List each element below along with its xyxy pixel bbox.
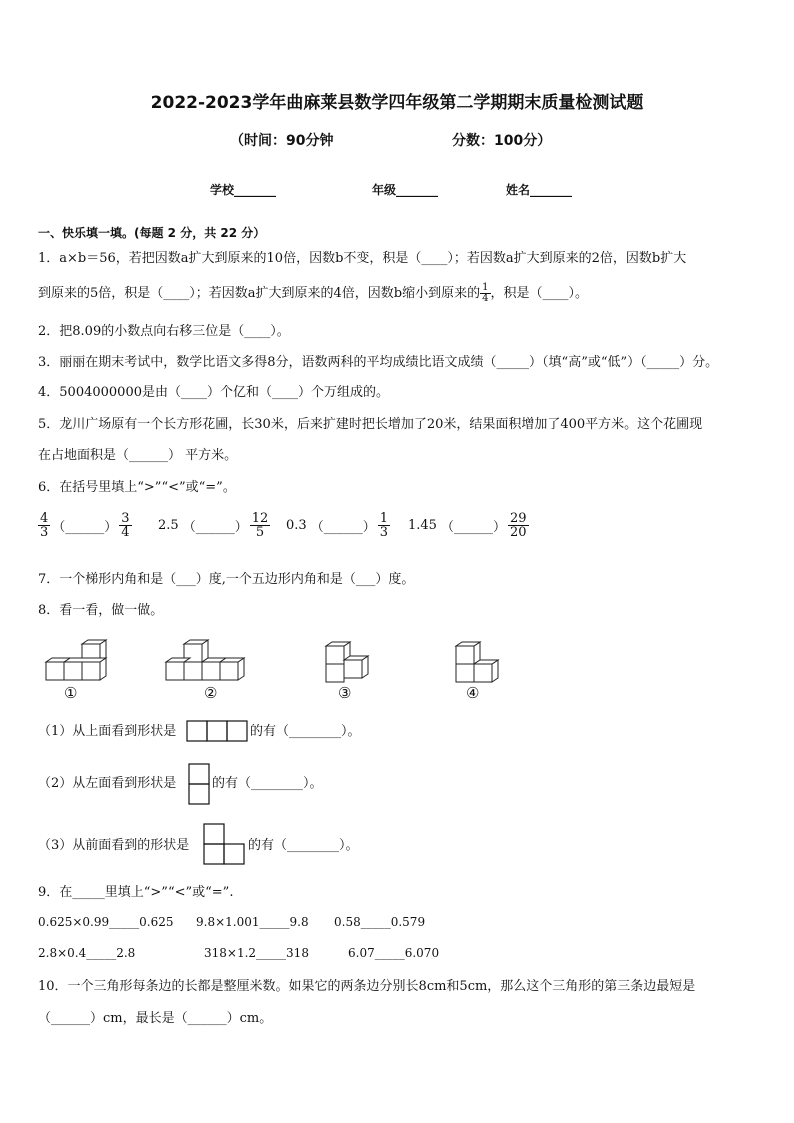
question-5-line-1: 5．龙川广场原有一个长方形花圃，长30米，后来扩建时把长增加了20米，结果面积增加了400平方米。这个花圃现 (38, 417, 703, 432)
compare-item-3 (284, 512, 390, 539)
answer-blank: （______） (182, 520, 248, 535)
time-info: （时间：90分钟 (230, 133, 334, 149)
fraction (250, 512, 271, 539)
compare-item-2 (156, 512, 270, 539)
sub-1-text-a: （1）从上面看到形状是 (38, 724, 177, 739)
question-1-text-a: 到原来的5倍，积是（____）；若因数a扩大到原来的4倍，因数b缩小到原来的 (38, 286, 481, 301)
fraction-numerator: 4 (40, 511, 49, 526)
fraction-numerator: 12 (251, 511, 269, 526)
school-field: 学校_______ (210, 183, 277, 197)
figure-label-3: ③ (338, 684, 352, 702)
cube-figures (40, 636, 520, 706)
question-6-stem: 6．在括号里填上“>”“<”或“=”。 (38, 480, 236, 495)
question-7: 7．一个梯形内角和是（___）度,一个五边形内角和是（___）度。 (38, 572, 415, 587)
question-1-line-1: 1．a×b＝56，若把因数a扩大到原来的10倍，因数b不变，积是（____）；若因数a扩大到原来的2倍，因数b扩大 (38, 251, 687, 266)
figure-label-1: ① (64, 684, 78, 702)
cube-figure-4 (456, 642, 498, 682)
fraction-denominator: 20 (509, 525, 527, 540)
q9-row2-item1: 2.8×0.4_____2.8 (38, 946, 136, 960)
fraction-numerator: 1 (482, 282, 489, 293)
sub-1-text-b: 的有（________）。 (250, 724, 361, 739)
page-title: 2022-2023学年曲麻莱县数学四年级第二学期期末质量检测试题 (150, 93, 644, 113)
question-8-stem: 8．看一看，做一做。 (38, 603, 164, 618)
q9-row1-item1: 0.625×0.99_____0.625 (38, 915, 174, 929)
question-5-line-2: 在占地面积是（______） 平方米。 (38, 448, 238, 463)
name-field: 姓名_______ (506, 183, 573, 197)
q9-row2-item3: 6.07_____6.070 (348, 946, 440, 960)
fraction-denominator: 4 (482, 293, 489, 304)
fraction (38, 512, 50, 539)
left-value: 1.45 (408, 518, 437, 533)
fraction-numerator: 29 (509, 511, 527, 526)
left-view-shape (188, 763, 210, 805)
sub-3-text-b: 的有（________）。 (248, 838, 359, 853)
question-1-line-2 (38, 283, 588, 304)
sub-2-text-b: 的有（________）。 (212, 776, 323, 791)
figure-label-2: ② (204, 684, 218, 702)
fraction-denominator: 5 (250, 525, 271, 539)
cube-figure-2 (166, 640, 244, 680)
question-10-line-1: 10．一个三角形每条边的长都是整厘米数。如果它的两条边分别长8cm和5cm，那么这个三角形的第三条边最短是 (38, 979, 696, 994)
section-heading: 一、快乐填一填。(每题 2 分，共 22 分） (38, 226, 266, 240)
question-2: 2．把8.09的小数点向右移三位是（____）。 (38, 324, 290, 339)
top-view-shape (186, 720, 248, 742)
fraction-denominator: 3 (40, 525, 49, 540)
left-value: 0.3 (286, 518, 307, 533)
q9-row1-item3: 0.58_____0.579 (334, 915, 426, 929)
question-9-stem: 9．在_____里填上“>”“<”或“=”. (38, 885, 234, 900)
score-info: 分数：100分） (452, 133, 552, 149)
fraction-numerator: 1 (379, 511, 388, 526)
cube-figure-3 (326, 642, 368, 682)
question-3: 3．丽丽在期末考试中，数学比语文多得8分，语数两科的平均成绩比语文成绩（_____）（填“高”或“低”）（_____）分。 (38, 355, 719, 370)
question-1-text-b: ，积是（____）。 (490, 286, 589, 301)
fraction (119, 512, 131, 539)
answer-blank: （______） (52, 520, 118, 535)
fraction (378, 512, 390, 539)
fraction-numerator: 3 (121, 511, 130, 526)
figure-label-4: ④ (466, 684, 480, 702)
compare-item-4 (406, 512, 529, 539)
question-10-line-2: （______）cm，最长是（______）cm。 (38, 1011, 273, 1026)
question-8-sub-3: （3）从前面看到的形状是 (38, 838, 190, 853)
compare-item-1 (38, 512, 132, 539)
q9-row1-item2: 9.8×1.001_____9.8 (196, 915, 309, 929)
question-4: 4．5004000000是由（____）个亿和（____）个万组成的。 (38, 385, 389, 400)
fraction-denominator: 4 (121, 525, 130, 540)
fraction-one-quarter (480, 283, 490, 304)
front-view-shape (203, 823, 245, 865)
left-value: 2.5 (158, 518, 179, 533)
fraction (508, 512, 529, 539)
grade-field: 年级_______ (372, 183, 439, 197)
question-8-sub-2: （2）从左面看到形状是 (38, 776, 177, 791)
question-8-sub-1 (38, 723, 176, 741)
answer-blank: （______） (310, 520, 376, 535)
q9-row2-item2: 318×1.2_____318 (204, 946, 309, 960)
fraction-denominator: 3 (379, 525, 388, 540)
cube-figure-1 (46, 640, 106, 680)
answer-blank: （______） (440, 520, 506, 535)
